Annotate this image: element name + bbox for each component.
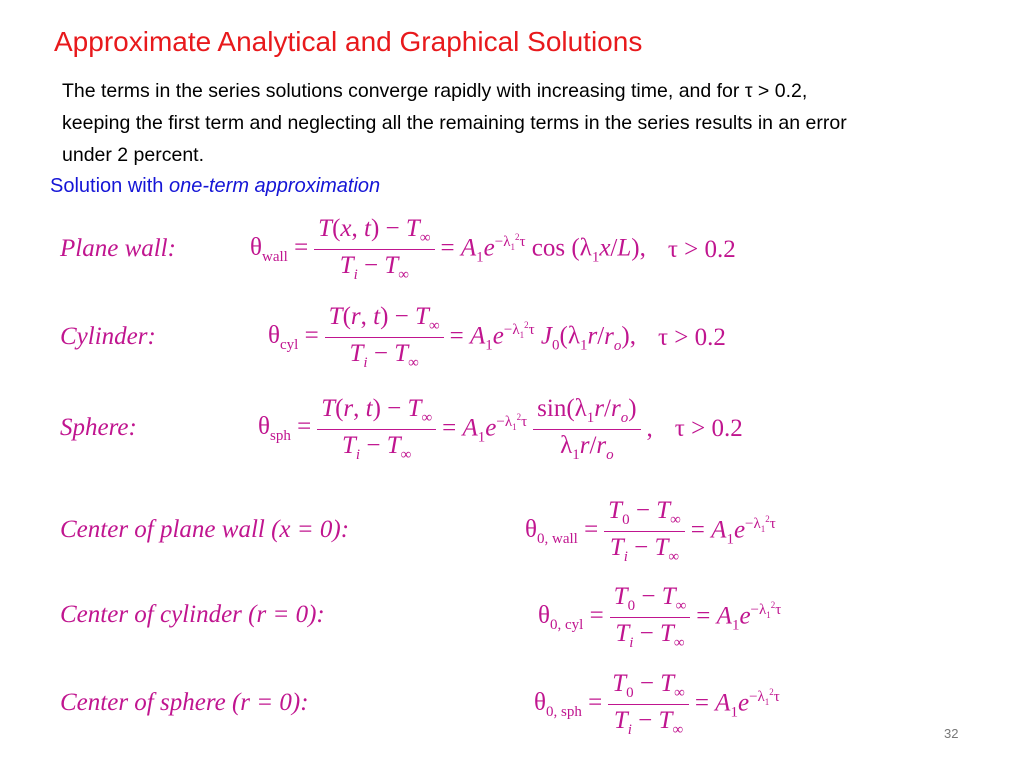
center-cylinder-label: Center of cylinder (r = 0): xyxy=(60,601,325,628)
center-plane-wall-equation: $\theta_{0, wall}$ = $\frac{T_0 - T_\infty}{T_i - T_\infty}$ = $A_1e^{-\lambda_1^2\tau}$ xyxy=(525,497,776,565)
page-number: 32 xyxy=(944,726,959,741)
sphere-equation: $\theta_{sph}$ = $\frac{T(r, t) - T_\infty}{T_i - T_\infty}$ = $A_1e^{-\lambda_1^2\tau}$ $\frac{\sin(\lambda_1r/r_o)}{\lambda_1r/r_o}$ , τ > 0.2 xyxy=(258,394,743,463)
sphere-condition: τ > 0.2 xyxy=(674,415,743,442)
plane-wall-equation: $\theta_{wall}$ = $\frac{T(x, t) - T_\infty}{T_i - T_\infty}$ = $A_1e^{-\lambda_1^2\tau}$ $\cos (\lambda_1x/L)$, τ > 0.2 xyxy=(250,215,736,283)
plane-wall-label: Plane wall: xyxy=(60,235,176,262)
cylinder-condition: τ > 0.2 xyxy=(657,323,726,351)
center-cylinder-equation: $\theta_{0, cyl}$ = $\frac{T_0 - T_\infty}{T_i - T_\infty}$ = $A_1e^{-\lambda_1^2\tau}$ xyxy=(538,583,782,651)
subhead-text: Solution with xyxy=(50,175,169,197)
center-sphere-equation: $\theta_{0, sph}$ = $\frac{T_0 - T_\infty}{T_i - T_\infty}$ = $A_1e^{-\lambda_1^2\tau}$ xyxy=(534,670,780,738)
center-plane-wall-label: Center of plane wall (x = 0): xyxy=(60,516,350,543)
cylinder-label: Cylinder: xyxy=(60,323,156,350)
sphere-label: Sphere: xyxy=(60,414,137,441)
slide-title: Approximate Analytical and Graphical Solutions xyxy=(54,26,643,57)
section-subhead xyxy=(50,175,380,198)
intro-paragraph: The terms in the series solutions converge rapidly with increasing time, and for τ > 0.2, keeping the first term and neglecting all the remaining terms in the series results in an error under 2 percent. xyxy=(62,80,847,166)
cylinder-equation: $\theta_{cyl}$ = $\frac{T(r, t) - T_\infty}{T_i - T_\infty}$ = $A_1e^{-\lambda_1^2\tau}$ $J_0(\lambda_1r/r_o)$, τ > 0.2 xyxy=(268,303,726,371)
plane-wall-condition: τ > 0.2 xyxy=(667,235,736,263)
center-sphere-label: Center of sphere (r = 0): xyxy=(60,689,309,716)
subhead-emphasis: one-term approximation xyxy=(168,175,381,197)
